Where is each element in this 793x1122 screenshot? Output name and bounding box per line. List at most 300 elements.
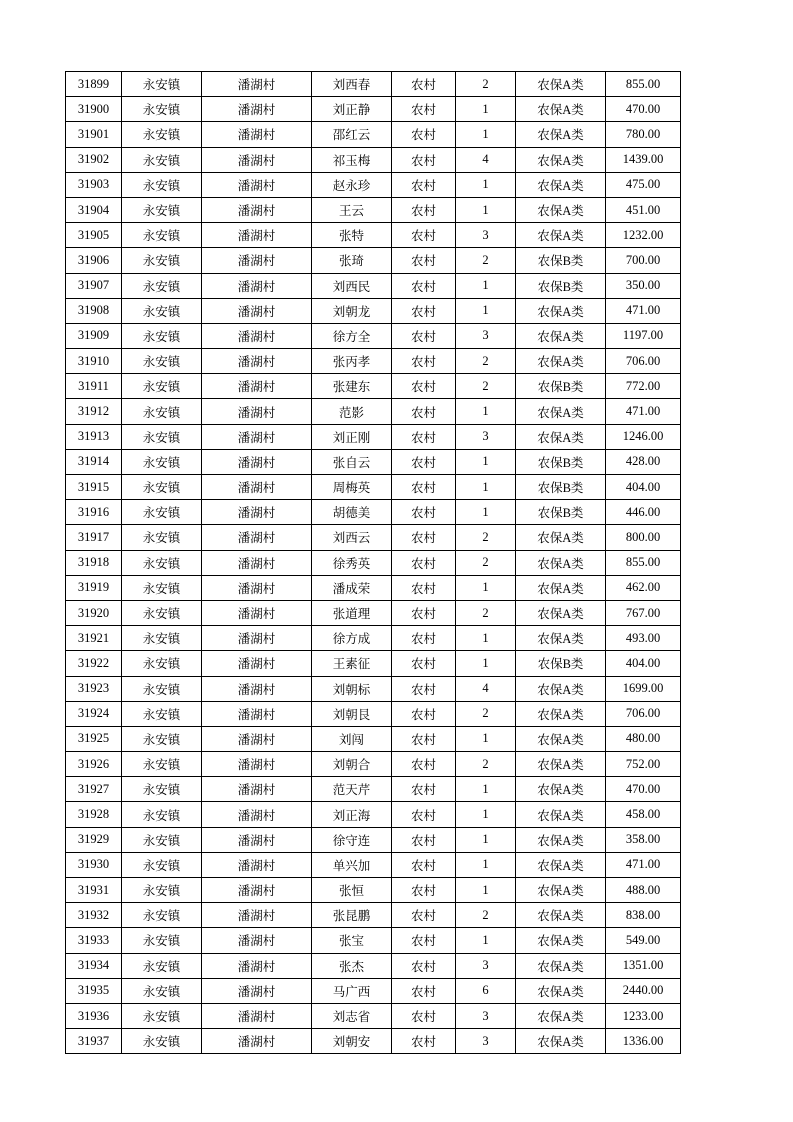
cell-count: 3: [456, 1029, 516, 1054]
cell-name: 刘西民: [312, 273, 392, 298]
cell-amount: 404.00: [606, 651, 681, 676]
cell-amount: 471.00: [606, 852, 681, 877]
table-row: [66, 651, 681, 676]
cell-name: 张琦: [312, 248, 392, 273]
cell-town: 永安镇: [122, 1003, 202, 1028]
cell-town: 永安镇: [122, 147, 202, 172]
cell-village: 潘湖村: [202, 726, 312, 751]
table-row: [66, 676, 681, 701]
cell-amount: 350.00: [606, 273, 681, 298]
cell-name: 刘朝龙: [312, 298, 392, 323]
cell-village: 潘湖村: [202, 802, 312, 827]
cell-type: 农村: [392, 349, 456, 374]
cell-town: 永安镇: [122, 399, 202, 424]
table-body: [66, 72, 681, 1054]
cell-amount: 752.00: [606, 752, 681, 777]
cell-id: 31920: [66, 600, 122, 625]
cell-type: 农村: [392, 147, 456, 172]
cell-id: 31923: [66, 676, 122, 701]
cell-amount: 458.00: [606, 802, 681, 827]
cell-type: 农村: [392, 298, 456, 323]
cell-town: 永安镇: [122, 726, 202, 751]
cell-name: 张昆鹏: [312, 903, 392, 928]
table-row: [66, 248, 681, 273]
cell-name: 刘朝安: [312, 1029, 392, 1054]
cell-id: 31903: [66, 172, 122, 197]
cell-name: 周梅英: [312, 475, 392, 500]
cell-type: 农村: [392, 500, 456, 525]
table-row: [66, 878, 681, 903]
cell-type: 农村: [392, 575, 456, 600]
cell-type: 农村: [392, 374, 456, 399]
cell-type: 农村: [392, 752, 456, 777]
cell-village: 潘湖村: [202, 223, 312, 248]
cell-id: 31910: [66, 349, 122, 374]
table-row: [66, 525, 681, 550]
cell-name: 刘正海: [312, 802, 392, 827]
cell-id: 31922: [66, 651, 122, 676]
cell-count: 2: [456, 600, 516, 625]
cell-count: 3: [456, 323, 516, 348]
cell-village: 潘湖村: [202, 475, 312, 500]
cell-town: 永安镇: [122, 223, 202, 248]
cell-id: 31926: [66, 752, 122, 777]
cell-id: 31914: [66, 449, 122, 474]
table-row: [66, 424, 681, 449]
cell-category: 农保A类: [516, 97, 606, 122]
table-row: [66, 1029, 681, 1054]
cell-type: 农村: [392, 827, 456, 852]
cell-id: 31902: [66, 147, 122, 172]
cell-category: 农保A类: [516, 928, 606, 953]
table-row: [66, 197, 681, 222]
cell-type: 农村: [392, 1003, 456, 1028]
cell-type: 农村: [392, 449, 456, 474]
cell-id: 31909: [66, 323, 122, 348]
cell-town: 永安镇: [122, 323, 202, 348]
cell-count: 1: [456, 399, 516, 424]
cell-category: 农保A类: [516, 878, 606, 903]
cell-village: 潘湖村: [202, 374, 312, 399]
cell-amount: 446.00: [606, 500, 681, 525]
table-row: [66, 953, 681, 978]
table-row: [66, 449, 681, 474]
cell-name: 单兴加: [312, 852, 392, 877]
cell-count: 3: [456, 1003, 516, 1028]
cell-id: 31899: [66, 72, 122, 97]
cell-id: 31930: [66, 852, 122, 877]
cell-town: 永安镇: [122, 197, 202, 222]
cell-village: 潘湖村: [202, 550, 312, 575]
cell-category: 农保B类: [516, 273, 606, 298]
cell-village: 潘湖村: [202, 600, 312, 625]
cell-count: 1: [456, 878, 516, 903]
cell-category: 农保A类: [516, 701, 606, 726]
cell-town: 永安镇: [122, 903, 202, 928]
cell-name: 潘成荣: [312, 575, 392, 600]
cell-village: 潘湖村: [202, 525, 312, 550]
cell-id: 31911: [66, 374, 122, 399]
cell-id: 31905: [66, 223, 122, 248]
cell-name: 张恒: [312, 878, 392, 903]
cell-amount: 549.00: [606, 928, 681, 953]
cell-town: 永安镇: [122, 878, 202, 903]
cell-town: 永安镇: [122, 600, 202, 625]
cell-category: 农保A类: [516, 72, 606, 97]
cell-category: 农保A类: [516, 323, 606, 348]
cell-id: 31937: [66, 1029, 122, 1054]
cell-name: 刘志省: [312, 1003, 392, 1028]
cell-name: 赵永珍: [312, 172, 392, 197]
cell-name: 张丙孝: [312, 349, 392, 374]
cell-category: 农保A类: [516, 1029, 606, 1054]
cell-name: 刘朝合: [312, 752, 392, 777]
cell-amount: 475.00: [606, 172, 681, 197]
cell-category: 农保A类: [516, 147, 606, 172]
cell-name: 徐秀英: [312, 550, 392, 575]
cell-type: 农村: [392, 978, 456, 1003]
cell-type: 农村: [392, 676, 456, 701]
cell-amount: 855.00: [606, 550, 681, 575]
table-row: [66, 273, 681, 298]
cell-name: 范影: [312, 399, 392, 424]
cell-name: 徐方成: [312, 626, 392, 651]
cell-id: 31916: [66, 500, 122, 525]
cell-type: 农村: [392, 928, 456, 953]
cell-name: 刘闯: [312, 726, 392, 751]
cell-name: 张杰: [312, 953, 392, 978]
cell-village: 潘湖村: [202, 323, 312, 348]
cell-town: 永安镇: [122, 928, 202, 953]
cell-type: 农村: [392, 626, 456, 651]
cell-category: 农保A类: [516, 852, 606, 877]
table-row: [66, 298, 681, 323]
cell-town: 永安镇: [122, 122, 202, 147]
cell-village: 潘湖村: [202, 827, 312, 852]
cell-category: 农保A类: [516, 903, 606, 928]
cell-village: 潘湖村: [202, 72, 312, 97]
cell-type: 农村: [392, 248, 456, 273]
cell-category: 农保A类: [516, 550, 606, 575]
table-row: [66, 475, 681, 500]
cell-type: 农村: [392, 903, 456, 928]
cell-category: 农保A类: [516, 399, 606, 424]
cell-town: 永安镇: [122, 424, 202, 449]
cell-town: 永安镇: [122, 475, 202, 500]
cell-amount: 493.00: [606, 626, 681, 651]
cell-id: 31935: [66, 978, 122, 1003]
cell-amount: 706.00: [606, 701, 681, 726]
cell-town: 永安镇: [122, 626, 202, 651]
cell-village: 潘湖村: [202, 197, 312, 222]
cell-category: 农保A类: [516, 298, 606, 323]
cell-amount: 470.00: [606, 97, 681, 122]
cell-amount: 428.00: [606, 449, 681, 474]
cell-type: 农村: [392, 651, 456, 676]
cell-type: 农村: [392, 550, 456, 575]
cell-amount: 1351.00: [606, 953, 681, 978]
cell-count: 2: [456, 752, 516, 777]
cell-category: 农保A类: [516, 600, 606, 625]
cell-count: 1: [456, 777, 516, 802]
cell-count: 6: [456, 978, 516, 1003]
cell-id: 31908: [66, 298, 122, 323]
table-row: [66, 802, 681, 827]
cell-village: 潘湖村: [202, 97, 312, 122]
cell-village: 潘湖村: [202, 449, 312, 474]
cell-count: 1: [456, 500, 516, 525]
cell-village: 潘湖村: [202, 147, 312, 172]
cell-type: 农村: [392, 72, 456, 97]
cell-town: 永安镇: [122, 500, 202, 525]
table-row: [66, 500, 681, 525]
cell-type: 农村: [392, 273, 456, 298]
table-row: [66, 726, 681, 751]
cell-count: 2: [456, 701, 516, 726]
cell-count: 3: [456, 953, 516, 978]
cell-village: 潘湖村: [202, 172, 312, 197]
cell-town: 永安镇: [122, 802, 202, 827]
cell-town: 永安镇: [122, 676, 202, 701]
cell-id: 31921: [66, 626, 122, 651]
cell-village: 潘湖村: [202, 878, 312, 903]
cell-id: 31901: [66, 122, 122, 147]
cell-type: 农村: [392, 1029, 456, 1054]
cell-count: 2: [456, 248, 516, 273]
cell-type: 农村: [392, 122, 456, 147]
cell-name: 徐守连: [312, 827, 392, 852]
table-row: [66, 97, 681, 122]
cell-town: 永安镇: [122, 1029, 202, 1054]
cell-village: 潘湖村: [202, 676, 312, 701]
cell-count: 2: [456, 72, 516, 97]
cell-amount: 1233.00: [606, 1003, 681, 1028]
cell-amount: 1246.00: [606, 424, 681, 449]
cell-count: 1: [456, 449, 516, 474]
cell-town: 永安镇: [122, 852, 202, 877]
cell-category: 农保A类: [516, 827, 606, 852]
cell-name: 刘正刚: [312, 424, 392, 449]
cell-town: 永安镇: [122, 953, 202, 978]
table-row: [66, 752, 681, 777]
cell-amount: 800.00: [606, 525, 681, 550]
cell-category: 农保B类: [516, 475, 606, 500]
cell-name: 刘朝标: [312, 676, 392, 701]
cell-village: 潘湖村: [202, 978, 312, 1003]
cell-town: 永安镇: [122, 550, 202, 575]
cell-type: 农村: [392, 424, 456, 449]
cell-amount: 772.00: [606, 374, 681, 399]
table-row: [66, 978, 681, 1003]
cell-category: 农保A类: [516, 1003, 606, 1028]
cell-id: 31927: [66, 777, 122, 802]
cell-amount: 855.00: [606, 72, 681, 97]
cell-amount: 700.00: [606, 248, 681, 273]
cell-type: 农村: [392, 878, 456, 903]
table-row: [66, 223, 681, 248]
cell-village: 潘湖村: [202, 852, 312, 877]
cell-id: 31936: [66, 1003, 122, 1028]
cell-id: 31918: [66, 550, 122, 575]
cell-amount: 706.00: [606, 349, 681, 374]
cell-amount: 838.00: [606, 903, 681, 928]
cell-id: 31912: [66, 399, 122, 424]
cell-id: 31932: [66, 903, 122, 928]
cell-village: 潘湖村: [202, 273, 312, 298]
cell-category: 农保A类: [516, 197, 606, 222]
cell-village: 潘湖村: [202, 248, 312, 273]
cell-count: 3: [456, 424, 516, 449]
cell-category: 农保A类: [516, 122, 606, 147]
cell-id: 31933: [66, 928, 122, 953]
cell-category: 农保A类: [516, 752, 606, 777]
cell-town: 永安镇: [122, 449, 202, 474]
cell-town: 永安镇: [122, 248, 202, 273]
table-row: [66, 626, 681, 651]
cell-type: 农村: [392, 323, 456, 348]
cell-amount: 451.00: [606, 197, 681, 222]
cell-count: 1: [456, 726, 516, 751]
cell-amount: 404.00: [606, 475, 681, 500]
cell-type: 农村: [392, 223, 456, 248]
cell-amount: 2440.00: [606, 978, 681, 1003]
cell-category: 农保A类: [516, 726, 606, 751]
cell-town: 永安镇: [122, 374, 202, 399]
cell-category: 农保A类: [516, 575, 606, 600]
cell-amount: 767.00: [606, 600, 681, 625]
cell-count: 2: [456, 903, 516, 928]
cell-amount: 471.00: [606, 298, 681, 323]
cell-type: 农村: [392, 953, 456, 978]
cell-name: 范天芹: [312, 777, 392, 802]
cell-town: 永安镇: [122, 575, 202, 600]
cell-village: 潘湖村: [202, 701, 312, 726]
cell-id: 31924: [66, 701, 122, 726]
cell-category: 农保A类: [516, 349, 606, 374]
cell-type: 农村: [392, 852, 456, 877]
table-row: [66, 349, 681, 374]
cell-village: 潘湖村: [202, 777, 312, 802]
table-row: [66, 399, 681, 424]
cell-type: 农村: [392, 600, 456, 625]
cell-category: 农保A类: [516, 777, 606, 802]
cell-count: 1: [456, 97, 516, 122]
cell-name: 祁玉梅: [312, 147, 392, 172]
cell-amount: 470.00: [606, 777, 681, 802]
cell-amount: 488.00: [606, 878, 681, 903]
cell-category: 农保B类: [516, 500, 606, 525]
cell-count: 1: [456, 298, 516, 323]
cell-category: 农保B类: [516, 374, 606, 399]
cell-town: 永安镇: [122, 752, 202, 777]
cell-category: 农保B类: [516, 248, 606, 273]
table-row: [66, 323, 681, 348]
cell-type: 农村: [392, 197, 456, 222]
cell-village: 潘湖村: [202, 500, 312, 525]
cell-id: 31925: [66, 726, 122, 751]
cell-name: 张道理: [312, 600, 392, 625]
cell-id: 31904: [66, 197, 122, 222]
cell-village: 潘湖村: [202, 1003, 312, 1028]
cell-town: 永安镇: [122, 978, 202, 1003]
cell-village: 潘湖村: [202, 399, 312, 424]
table-row: [66, 903, 681, 928]
cell-id: 31919: [66, 575, 122, 600]
cell-name: 胡德美: [312, 500, 392, 525]
cell-type: 农村: [392, 399, 456, 424]
cell-category: 农保A类: [516, 223, 606, 248]
cell-amount: 1197.00: [606, 323, 681, 348]
cell-village: 潘湖村: [202, 651, 312, 676]
cell-count: 1: [456, 122, 516, 147]
table-row: [66, 852, 681, 877]
cell-amount: 462.00: [606, 575, 681, 600]
cell-village: 潘湖村: [202, 1029, 312, 1054]
cell-amount: 358.00: [606, 827, 681, 852]
cell-count: 3: [456, 223, 516, 248]
cell-amount: 480.00: [606, 726, 681, 751]
cell-amount: 780.00: [606, 122, 681, 147]
table-row: [66, 928, 681, 953]
cell-name: 张特: [312, 223, 392, 248]
cell-village: 潘湖村: [202, 298, 312, 323]
cell-count: 4: [456, 147, 516, 172]
cell-name: 张自云: [312, 449, 392, 474]
cell-name: 徐方全: [312, 323, 392, 348]
cell-count: 1: [456, 197, 516, 222]
table-row: [66, 827, 681, 852]
cell-village: 潘湖村: [202, 122, 312, 147]
cell-name: 马广西: [312, 978, 392, 1003]
cell-id: 31906: [66, 248, 122, 273]
cell-name: 王云: [312, 197, 392, 222]
cell-id: 31931: [66, 878, 122, 903]
cell-id: 31913: [66, 424, 122, 449]
cell-id: 31929: [66, 827, 122, 852]
cell-town: 永安镇: [122, 97, 202, 122]
cell-count: 1: [456, 827, 516, 852]
cell-name: 张宝: [312, 928, 392, 953]
cell-category: 农保A类: [516, 953, 606, 978]
cell-type: 农村: [392, 475, 456, 500]
table-row: [66, 122, 681, 147]
table-row: [66, 777, 681, 802]
cell-town: 永安镇: [122, 777, 202, 802]
cell-amount: 1439.00: [606, 147, 681, 172]
cell-village: 潘湖村: [202, 626, 312, 651]
cell-amount: 1336.00: [606, 1029, 681, 1054]
cell-village: 潘湖村: [202, 424, 312, 449]
table-row: [66, 172, 681, 197]
cell-town: 永安镇: [122, 827, 202, 852]
cell-id: 31907: [66, 273, 122, 298]
cell-amount: 1232.00: [606, 223, 681, 248]
cell-village: 潘湖村: [202, 928, 312, 953]
cell-id: 31934: [66, 953, 122, 978]
cell-village: 潘湖村: [202, 575, 312, 600]
table-row: [66, 550, 681, 575]
cell-count: 1: [456, 475, 516, 500]
cell-type: 农村: [392, 777, 456, 802]
cell-village: 潘湖村: [202, 752, 312, 777]
cell-count: 1: [456, 651, 516, 676]
cell-id: 31917: [66, 525, 122, 550]
cell-category: 农保A类: [516, 424, 606, 449]
cell-town: 永安镇: [122, 651, 202, 676]
cell-category: 农保A类: [516, 525, 606, 550]
cell-category: 农保A类: [516, 978, 606, 1003]
cell-count: 2: [456, 525, 516, 550]
